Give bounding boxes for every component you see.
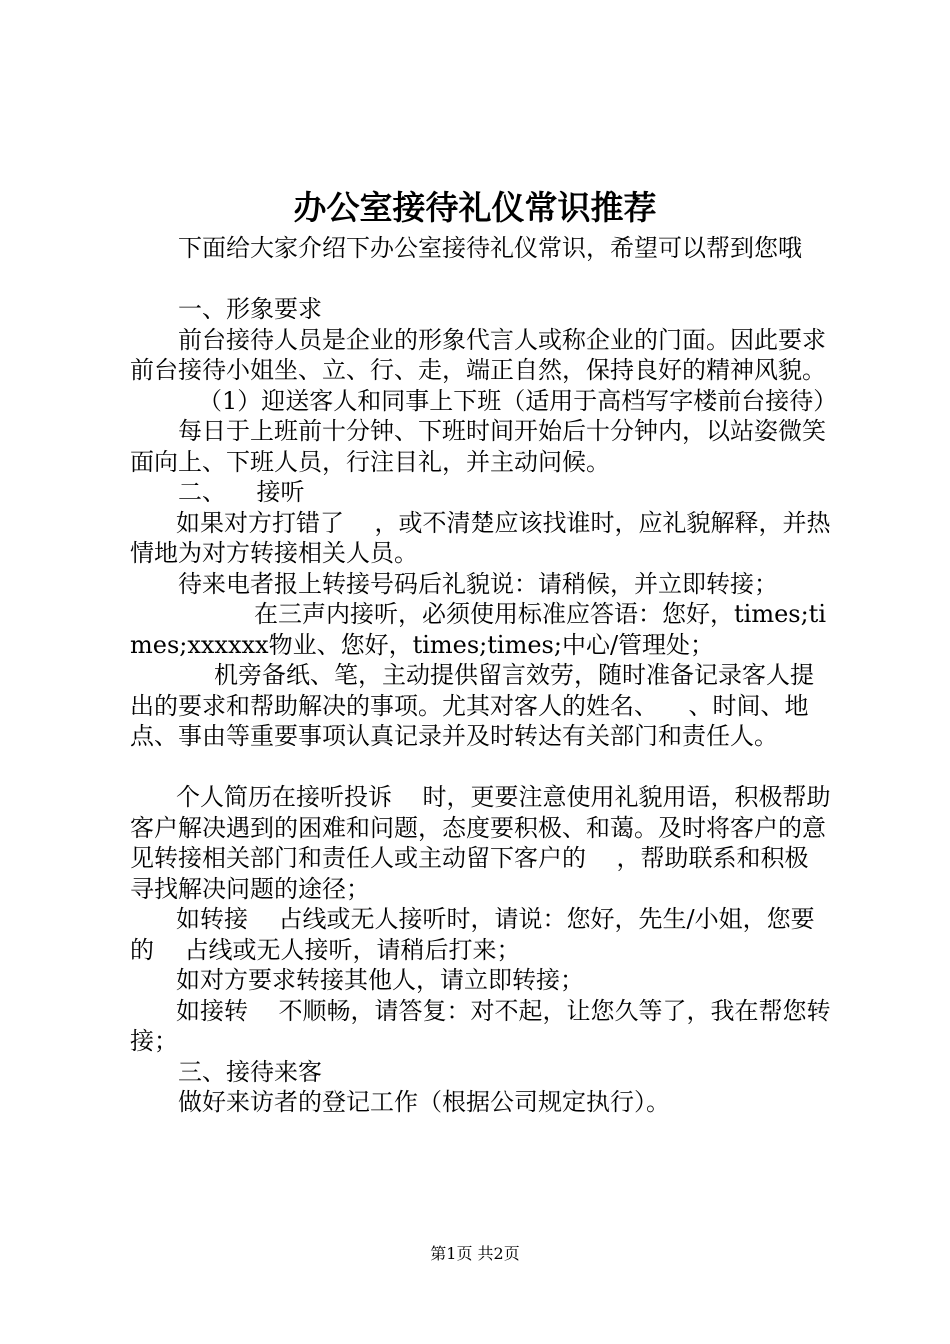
paragraph-front-desk: 前台接待人员是企业的形象代言人或称企业的门面。因此要求前台接待小姐坐、立、行、走，端正自然，保持良好的精神风貌。 <box>130 325 826 384</box>
paragraph-transfer-issue: 如接转 不顺畅，请答复：对不起，让您久等了，我在帮您转接； <box>130 996 831 1055</box>
paragraph-line-busy: 如转接 占线或无人接听时，请说：您好，先生/小姐，您要的 占线或无人接听，请稍后打来； <box>130 905 815 964</box>
paragraph-transfer-request: 如对方要求转接其他人，请立即转接； <box>176 966 584 994</box>
document-title: 办公室接待礼仪常识推荐 <box>293 188 657 227</box>
paragraph-gap <box>130 264 832 295</box>
subheading-greeting: （1）迎送客人和同事上下班（适用于高档写字楼前台接待） <box>198 386 838 415</box>
document-body <box>130 233 838 1118</box>
paragraph-complaints: 个人简历在接听投诉 时，更要注意使用礼貌用语，积极帮助客户解决遇到的困难和问题，态度要积极、和蔼。及时将客户的意见转接相关部门和责任人或主动留下客户的 ，帮助联系和积极寻找解决问题的途径； <box>130 783 831 903</box>
paragraph-three-rings: 在三声内接听，必须使用标准应答语：您好，times;times;xxxxxx物业、您好，times;times;中心/管理处； <box>130 600 827 659</box>
paragraph-gap <box>130 752 832 783</box>
section-heading-visitors: 三、接待来客 <box>178 1057 322 1086</box>
paragraph-daily-greeting: 每日于上班前十分钟、下班时间开始后十分钟内，以站姿微笑面向上、下班人员，行注目礼，并主动问候。 <box>130 417 826 476</box>
section-heading-answering: 二、 接听 <box>178 478 305 506</box>
paragraph-message-service: 机旁备纸、笔，主动提供留言效劳，随时准备记录客人提出的要求和帮助解决的事项。尤其对客人的姓名、 、时间、地点、事由等重要事项认真记录并及时转达有关部门和责任人。 <box>130 661 814 750</box>
intro-paragraph: 下面给大家介绍下办公室接待礼仪常识，希望可以帮到您哦 <box>178 234 802 262</box>
section-heading-image: 一、形象要求 <box>178 295 322 323</box>
paragraph-wrong-number: 如果对方打错了 ，或不清楚应该找谁时，应礼貌解释，并热情地为对方转接相关人员。 <box>130 508 831 567</box>
page-footer: 第1页 共2页 <box>430 1244 520 1263</box>
paragraph-visitor-registration: 做好来访者的登记工作（根据公司规定执行）。 <box>178 1088 670 1116</box>
paragraph-transfer: 待来电者报上转接号码后礼貌说：请稍候，并立即转接； <box>178 569 778 598</box>
